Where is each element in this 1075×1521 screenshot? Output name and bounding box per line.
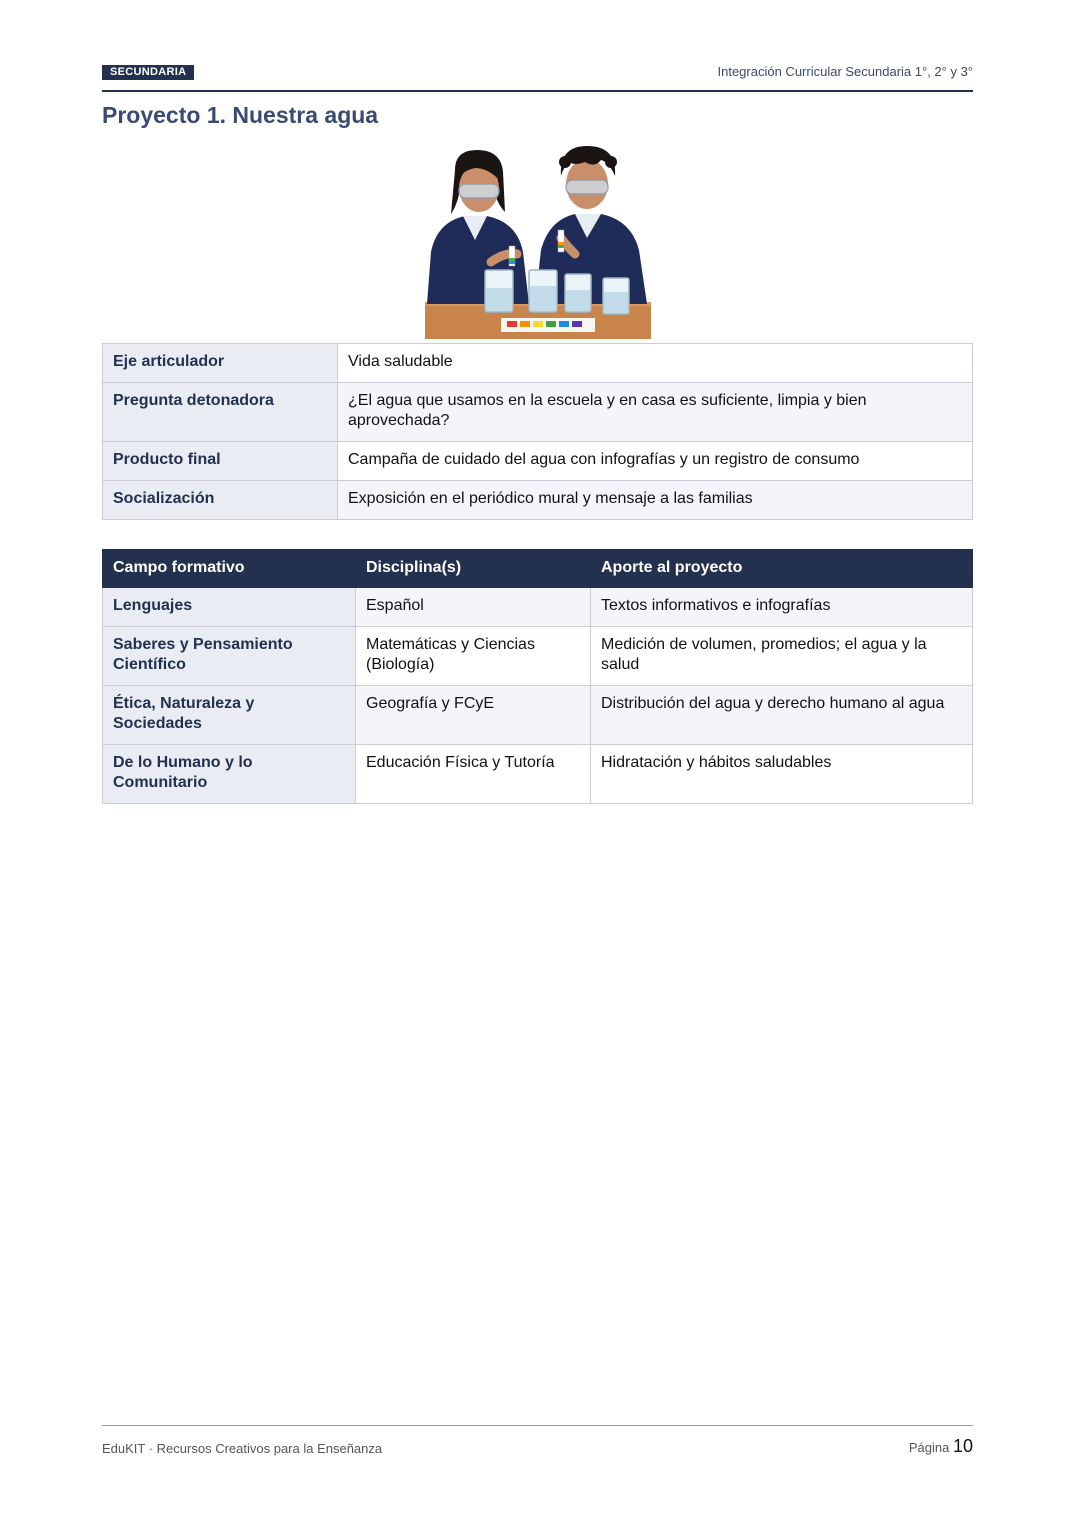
document-page bbox=[102, 0, 973, 1521]
table-row bbox=[103, 481, 973, 520]
row-label: Socialización bbox=[103, 481, 338, 520]
discipline-cell: Educación Física y Tutoría bbox=[356, 745, 591, 804]
row-label: Pregunta detonadora bbox=[103, 383, 338, 442]
field-cell: De lo Humano y lo Comunitario bbox=[103, 745, 356, 804]
row-label: Producto final bbox=[103, 442, 338, 481]
page-header bbox=[102, 64, 973, 92]
discipline-cell: Matemáticas y Ciencias (Biología) bbox=[356, 627, 591, 686]
row-label: Eje articulador bbox=[103, 344, 338, 383]
page-label: Página bbox=[908, 1440, 950, 1455]
column-header: Campo formativo bbox=[103, 550, 356, 588]
contribution-cell: Distribución del agua y derecho humano al agua bbox=[591, 686, 973, 745]
project-info-table bbox=[102, 343, 973, 520]
table-row bbox=[103, 442, 973, 481]
table-row bbox=[103, 686, 973, 745]
contribution-cell: Hidratación y hábitos saludables bbox=[591, 745, 973, 804]
row-value: Vida saludable bbox=[338, 344, 973, 383]
page-footer bbox=[102, 1425, 973, 1456]
table-row bbox=[103, 344, 973, 383]
footer-brand: EduKIT · Recursos Creativos para la Enseñanza bbox=[102, 1441, 383, 1456]
table-row bbox=[103, 745, 973, 804]
column-header: Aporte al proyecto bbox=[591, 550, 973, 588]
page-title: Proyecto 1. Nuestra agua bbox=[102, 102, 379, 128]
discipline-cell: Español bbox=[356, 588, 591, 627]
row-value: Campaña de cuidado del agua con infografías y un registro de consumo bbox=[338, 442, 973, 481]
table-row bbox=[103, 588, 973, 627]
page-number: 10 bbox=[952, 1436, 973, 1456]
table-row bbox=[103, 383, 973, 442]
page-indicator bbox=[909, 1436, 973, 1457]
column-header: Disciplina(s) bbox=[356, 550, 591, 588]
row-value: ¿El agua que usamos en la escuela y en casa es suficiente, limpia y bien aprovechada? bbox=[338, 383, 973, 442]
contribution-cell: Medición de volumen, promedios; el agua y la salud bbox=[591, 627, 973, 686]
formative-fields-table bbox=[102, 549, 973, 804]
students-testing-water-illustration bbox=[425, 142, 651, 339]
level-badge: SECUNDARIA bbox=[102, 65, 194, 80]
header-title: Integración Curricular Secundaria 1°, 2° y 3° bbox=[717, 64, 973, 79]
field-cell: Saberes y Pensamiento Científico bbox=[103, 627, 356, 686]
discipline-cell: Geografía y FCyE bbox=[356, 686, 591, 745]
contribution-cell: Textos informativos e infografías bbox=[591, 588, 973, 627]
field-cell: Lenguajes bbox=[103, 588, 356, 627]
table-row bbox=[103, 627, 973, 686]
table-header-row bbox=[103, 550, 973, 588]
field-cell: Ética, Naturaleza y Sociedades bbox=[103, 686, 356, 745]
row-value: Exposición en el periódico mural y mensaje a las familias bbox=[338, 481, 973, 520]
